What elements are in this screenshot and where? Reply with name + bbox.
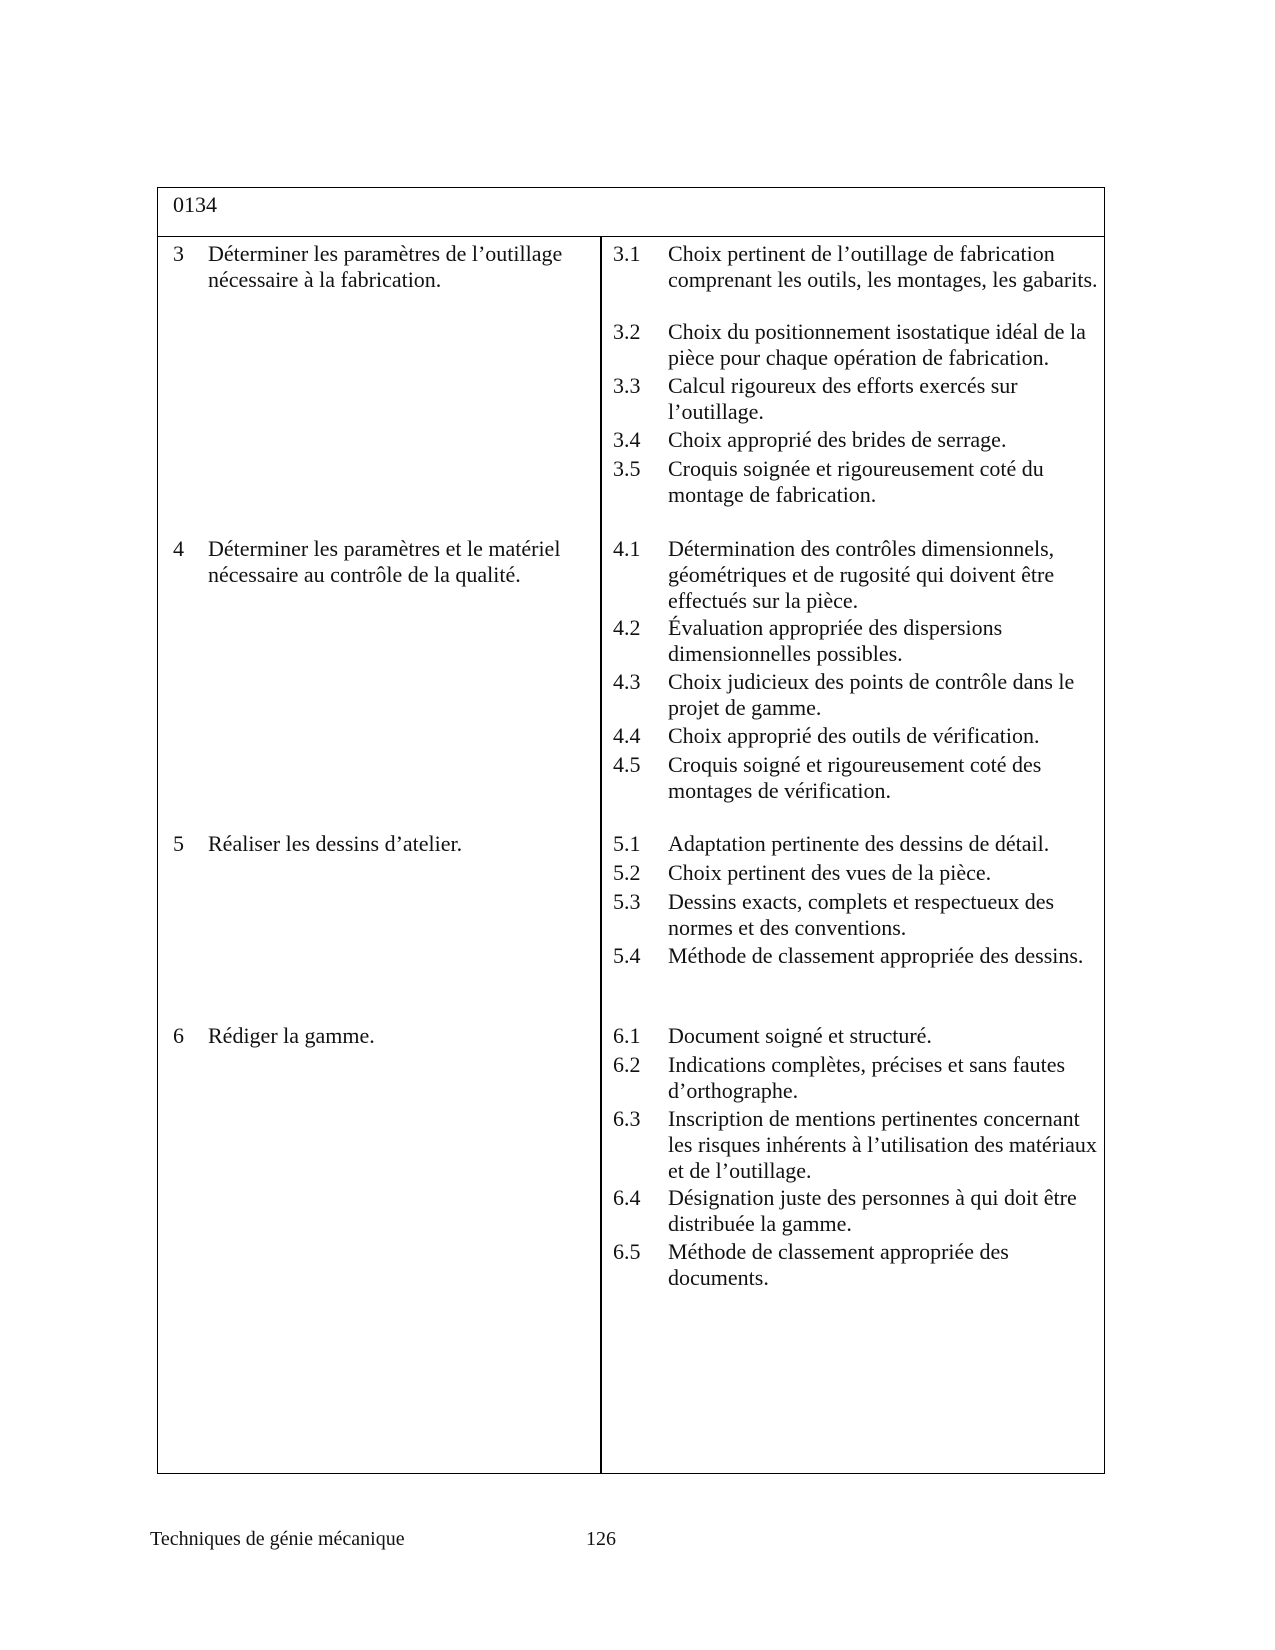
criterion [613, 943, 1098, 969]
criterion-text: Désignation juste des personnes à qui doit être distribuée la gamme. [668, 1185, 1077, 1236]
element-number: 3 [173, 241, 184, 266]
criterion-number: 6.2 [613, 1052, 641, 1077]
criterion-number: 5.3 [613, 889, 641, 914]
criterion-number: 4.3 [613, 669, 641, 694]
criterion-number: 6.5 [613, 1239, 641, 1264]
competency-table [157, 187, 1105, 1474]
criterion-number: 4.5 [613, 752, 641, 777]
criterion-text: Choix pertinent des vues de la pièce. [668, 860, 992, 885]
criterion [613, 427, 1098, 453]
criterion [613, 373, 1098, 425]
criterion [613, 1023, 1098, 1049]
criterion [613, 723, 1098, 749]
criterion-number: 3.1 [613, 241, 641, 266]
criterion [613, 831, 1098, 857]
criterion [613, 1106, 1098, 1184]
criterion-number: 3.3 [613, 373, 641, 398]
criterion [613, 889, 1098, 941]
criterion [613, 1185, 1098, 1237]
element-number: 5 [173, 831, 184, 856]
criterion-text: Évaluation appropriée des dispersions dimensionnelles possibles. [668, 615, 1003, 666]
element-label: Déterminer les paramètres de l’outillage nécessaire à la fabrication. [208, 241, 563, 292]
criterion-number: 6.4 [613, 1185, 641, 1210]
element-number: 6 [173, 1023, 184, 1048]
criterion-text: Inscription de mentions pertinentes concernant les risques inhérents à l’utilisation des matériaux et de l’outillage. [668, 1106, 1097, 1183]
criterion-text: Indications complètes, précises et sans fautes d’orthographe. [668, 1052, 1066, 1103]
criterion [613, 752, 1098, 804]
criterion-text: Méthode de classement appropriée des documents. [668, 1239, 1009, 1290]
criterion-number: 4.4 [613, 723, 641, 748]
criterion-number: 6.3 [613, 1106, 641, 1131]
criterion [613, 669, 1098, 721]
column-divider [600, 237, 602, 1473]
competency-element [173, 1023, 588, 1049]
element-number: 4 [173, 536, 184, 561]
criterion-text: Dessins exacts, complets et respectueux des normes et des conventions. [668, 889, 1055, 940]
criterion-text: Croquis soigné et rigoureusement coté des montages de vérification. [668, 752, 1042, 803]
criterion-text: Choix approprié des outils de vérification. [668, 723, 1040, 748]
criterion [613, 241, 1098, 293]
page-number: 126 [586, 1528, 616, 1550]
criterion-number: 4.2 [613, 615, 641, 640]
criterion-text: Choix approprié des brides de serrage. [668, 427, 1007, 452]
criterion [613, 456, 1098, 508]
criterion-number: 3.5 [613, 456, 641, 481]
criterion-text: Adaptation pertinente des dessins de détail. [668, 831, 1050, 856]
table-header [158, 188, 1104, 237]
element-label: Déterminer les paramètres et le matériel nécessaire au contrôle de la qualité. [208, 536, 561, 587]
criterion [613, 860, 1098, 886]
footer-title: Techniques de génie mécanique [150, 1528, 405, 1550]
criterion-number: 6.1 [613, 1023, 641, 1048]
criterion-text: Document soigné et structuré. [668, 1023, 932, 1048]
criterion [613, 536, 1098, 614]
criterion-text: Croquis soignée et rigoureusement coté du montage de fabrication. [668, 456, 1044, 507]
element-label: Réaliser les dessins d’atelier. [208, 831, 463, 856]
criterion-number: 5.1 [613, 831, 641, 856]
competency-element [173, 831, 588, 857]
criterion [613, 1052, 1098, 1104]
criterion-text: Choix judicieux des points de contrôle dans le projet de gamme. [668, 669, 1075, 720]
criterion-text: Détermination des contrôles dimensionnels, géométriques et de rugosité qui doivent être effectués sur la pièce. [668, 536, 1055, 613]
criterion-text: Calcul rigoureux des efforts exercés sur l’outillage. [668, 373, 1018, 424]
criterion [613, 1239, 1098, 1291]
criterion-text: Choix pertinent de l’outillage de fabrication comprenant les outils, les montages, les gabarits. [668, 241, 1098, 292]
competency-element [173, 241, 588, 293]
element-label: Rédiger la gamme. [208, 1023, 375, 1048]
criterion-number: 4.1 [613, 536, 641, 561]
competency-element [173, 536, 588, 588]
criterion-text: Choix du positionnement isostatique idéal de la pièce pour chaque opération de fabrication. [668, 319, 1086, 370]
criterion-number: 3.2 [613, 319, 641, 344]
criterion-text: Méthode de classement appropriée des dessins. [668, 943, 1084, 968]
criterion [613, 615, 1098, 667]
criterion [613, 319, 1098, 371]
criterion-number: 5.4 [613, 943, 641, 968]
criterion-number: 5.2 [613, 860, 641, 885]
competency-code: 0134 [173, 192, 217, 217]
criterion-number: 3.4 [613, 427, 641, 452]
